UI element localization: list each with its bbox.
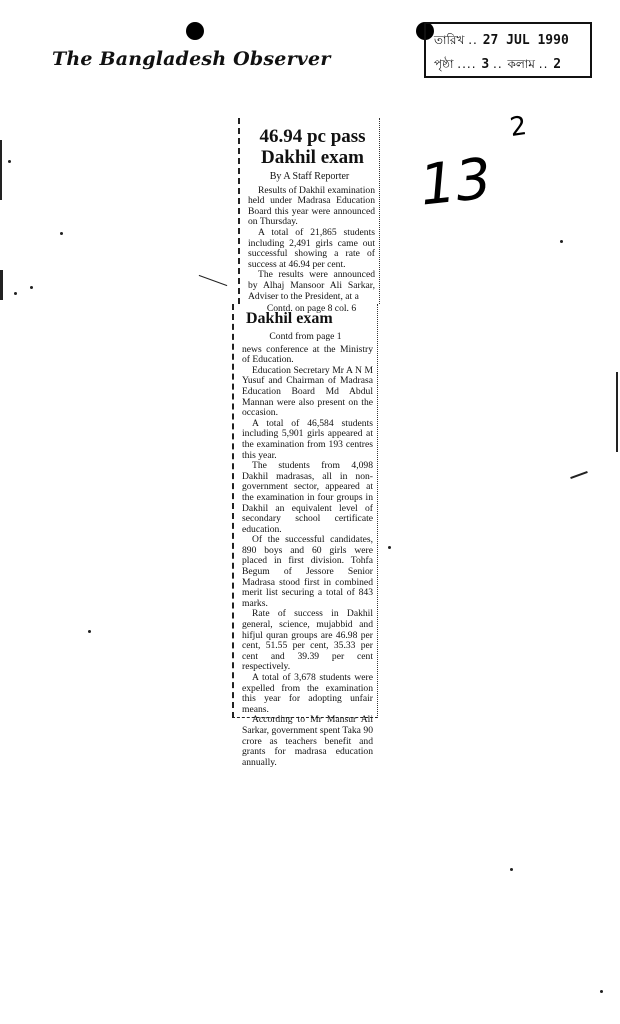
stamp-page-label: পৃষ্ঠা <box>434 57 454 71</box>
continuation-note: Contd. on page 8 col. 6 <box>266 303 357 315</box>
date-stamp <box>424 22 592 78</box>
speck <box>14 292 17 295</box>
article-paragraph: Results of Dakhil examination held under Madrasa Education Board this year were announced on Thursday. <box>248 184 375 228</box>
article-paragraph: A total of 21,865 students including 2,491 girls came out successful showing a rate of success at 46.94 per cent. <box>248 226 375 270</box>
stamp-date-value: 27 JUL 1990 <box>482 33 569 48</box>
continued-from-note: Contd from page 1 <box>269 331 342 342</box>
article-paragraph: Education Secretary Mr A N M Yusuf and Chairman of Madrasa Education Board Md Abdul Mannan were also present on the occasion. <box>242 364 373 419</box>
article-paragraph: Of the successful candidates, 890 boys and 60 girls were placed in first division. Tohfa Begum of Jessore Senior Madrasa stood first in combined merit list securing a total of 843 marks. <box>242 534 373 609</box>
article-paragraph: news conference at the Ministry of Education. <box>242 343 373 366</box>
stamp-column-value: 2 <box>553 57 562 72</box>
stamp-page-value: 3 <box>481 57 490 72</box>
article-paragraph: The students from 4,098 Dakhil madrasas, all in non-government sector, appeared at the examination in four groups in Dakhil an equivalent level of secondary school certificate education. <box>242 460 373 535</box>
page-edge-mark <box>199 275 228 286</box>
article-paragraph: The results were announced by Alhaj Mansoor Ali Sarkar, Adviser to the President, at a <box>248 269 375 302</box>
stamp-column-label: কলাম <box>507 57 535 71</box>
page-edge-mark <box>570 471 588 479</box>
stamp-date-label: তারিখ <box>434 33 465 47</box>
page-edge-mark <box>0 140 2 200</box>
article-headline: 46.94 pc pass Dakhil exam <box>259 126 366 168</box>
speck <box>8 160 11 163</box>
article-paragraph: According to Mr Mansur Ali Sarkar, government spent Taka 90 crore as teachers benefit and grants for madrasa education annually. <box>242 714 373 768</box>
news-clipping-front <box>238 118 380 315</box>
article-paragraph: Rate of success in Dakhil general, science, mujabbid and hifjul quran groups are 46.98 per cent, 51.55 per cent, 35.33 per cent and 39.39 per cent respectively. <box>242 608 373 673</box>
speck <box>560 240 563 243</box>
speck <box>388 546 391 549</box>
speck <box>30 286 33 289</box>
speck <box>60 232 63 235</box>
newspaper-masthead: The Bangladesh Observer <box>52 48 331 70</box>
article-byline: By A Staff Reporter <box>269 171 350 182</box>
article-paragraph: A total of 46,584 students including 5,901 girls appeared at the examination from 193 centres this year. <box>242 417 373 461</box>
page-edge-mark <box>0 270 3 300</box>
continuation-headline: Dakhil exam <box>246 310 333 327</box>
stamp-page-row: পৃষ্ঠা .... 3 .. কলাম .. 2 <box>434 57 562 72</box>
speck <box>88 630 91 633</box>
handwritten-number: 13 <box>416 146 495 219</box>
handwritten-mark: 2 <box>507 110 529 144</box>
speck <box>510 868 513 871</box>
stamp-date-row: তারিখ .. 27 JUL 1990 <box>434 33 569 48</box>
speck <box>600 990 603 993</box>
article-paragraph: A total of 3,678 students were expelled from the examination this year for adopting unfair means. <box>242 672 373 715</box>
page-edge-mark <box>616 372 618 452</box>
punch-hole-left <box>186 22 204 40</box>
news-clipping-continuation <box>232 304 378 768</box>
